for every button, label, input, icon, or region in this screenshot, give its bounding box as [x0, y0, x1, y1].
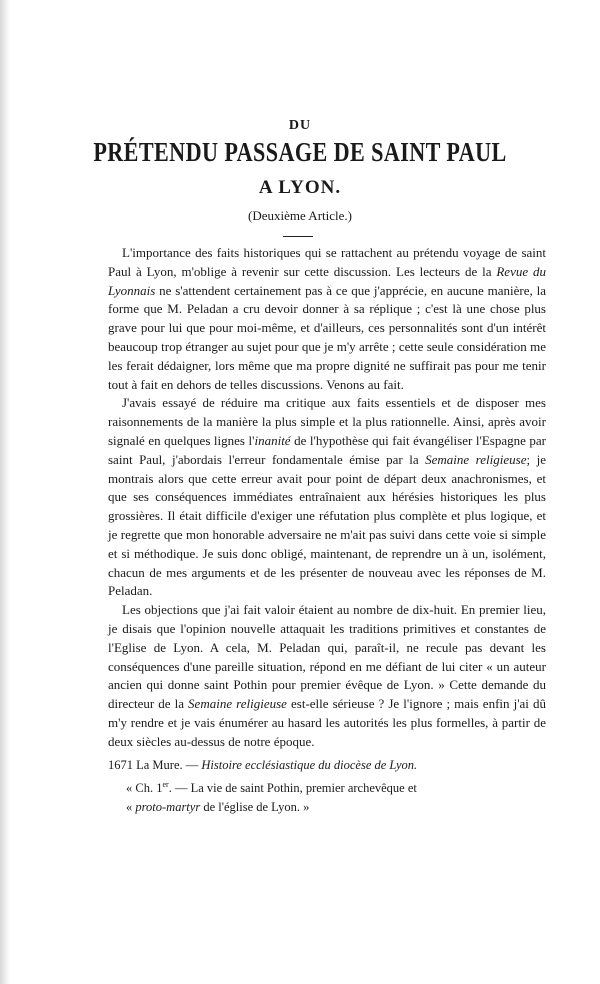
article-body: [108, 244, 546, 752]
page-edge-shadow: [0, 0, 10, 984]
quote-text: «: [126, 800, 136, 815]
citation-author: La Mure. —: [136, 758, 202, 772]
title-rule-divider: [283, 236, 313, 237]
citation-year: 1671: [108, 758, 133, 772]
text-run: Les objections que j'ai fait valoir étaient au nombre de dix-huit. En premier lieu, je disais que l'opinion nouvelle attaquait les traditions primitives et constantes de l'Eglise de Lyon. A cela, M. Peladan qui, paraît-il, ne recule pas devant les conséquences d'une pareille situation, répond en me défiant de lui citer « un auteur ancien qui donne saint Pothin pour premier évêque de Lyon. » Cette demande du directeur de la: [108, 602, 546, 712]
citation-quote-line: [108, 798, 546, 817]
title-line-du: DU: [288, 118, 312, 133]
text-run: J'avais essayé de réduire ma critique aux faits essentiels et de disposer mes raisonnements de la manière la plus simple et la plus rationnelle. Ainsi, après avoir signalé en quelques lignes l': [108, 395, 546, 448]
title-line-lyon: A LYON.: [258, 177, 342, 198]
italic-text: inanité: [254, 432, 291, 448]
quote-italic: proto-martyr: [135, 800, 201, 815]
citation-work-title: Histoire ecclésiastique du diocèse de Lyon.: [201, 758, 418, 772]
quote-text: « Ch. 1: [126, 781, 163, 796]
text-run: ; je montrais alors que cette erreur avait pour point de départ deux anachronismes, et que ses conséquences immédiates entraînaient aux hérésies historiques les plus grossières. Il était difficile d'exiger une réfutation plus complète et plus logique, et je regrette que mon honorable adversaire ne m'ait pas suivi dans cette voie si simple et si méthodique. Je suis donc obligé, maintenant, de reprendre un à un, isolément, chacun de mes arguments et de les présenter de nouveau avec les réponses de M. Peladan.: [108, 451, 546, 599]
italic-text: Semaine religieuse: [425, 451, 527, 467]
citation-quote-line: [108, 775, 546, 798]
paragraph: [108, 601, 546, 751]
quote-text: . — La vie de saint Pothin, premier archevêque et: [168, 781, 417, 796]
citation-entry: [108, 756, 546, 775]
quote-text: de l'église de Lyon. »: [200, 800, 310, 815]
citation-block: [108, 756, 546, 817]
italic-text: Semaine religieuse: [188, 696, 287, 712]
text-run: est-elle sérieuse ? Je l'ignore ; mais enfin j'ai dû m'y rendre et je vais énumérer au hasard les autorités les plus formelles, à partir de deux siècles au-dessus de notre époque.: [108, 696, 546, 749]
text-run: de l'hypothèse qui fait évangéliser l'Espagne par saint Paul, j'abordais l'erreur fondamentale émise par la: [108, 432, 547, 467]
paragraph: [108, 244, 546, 394]
paragraph: [108, 394, 546, 601]
quote-superscript: er: [162, 780, 169, 789]
text-run: L'importance des faits historiques qui se rattachent au prétendu voyage de saint Paul à Lyon, m'oblige à revenir sur cette discussion. Les lecteurs de la: [108, 245, 546, 279]
italic-text: Revue du Lyonnais: [108, 263, 546, 298]
page-title: PRÉTENDU PASSAGE DE SAINT PAUL: [93, 137, 507, 167]
article-subtitle: (Deuxième Article.): [248, 208, 352, 223]
text-run: ne s'attendent certainement pas à ce que j'apprécie, en aucune manière, la forme que M. Peladan a cru devoir donner à sa réplique ; c'est là une chose plus grave pour lui que pour moi-même, et d'ailleurs, ces personnalités sont d'un intérêt beaucoup trop étranger au sujet pour que je m'y arrête ; cette seule considération me les ferait dédaigner, lors même que ma propre dignité ne suffirait pas pour me tenir tout à fait en dehors de telles discussions. Venons au fait.: [108, 282, 546, 392]
